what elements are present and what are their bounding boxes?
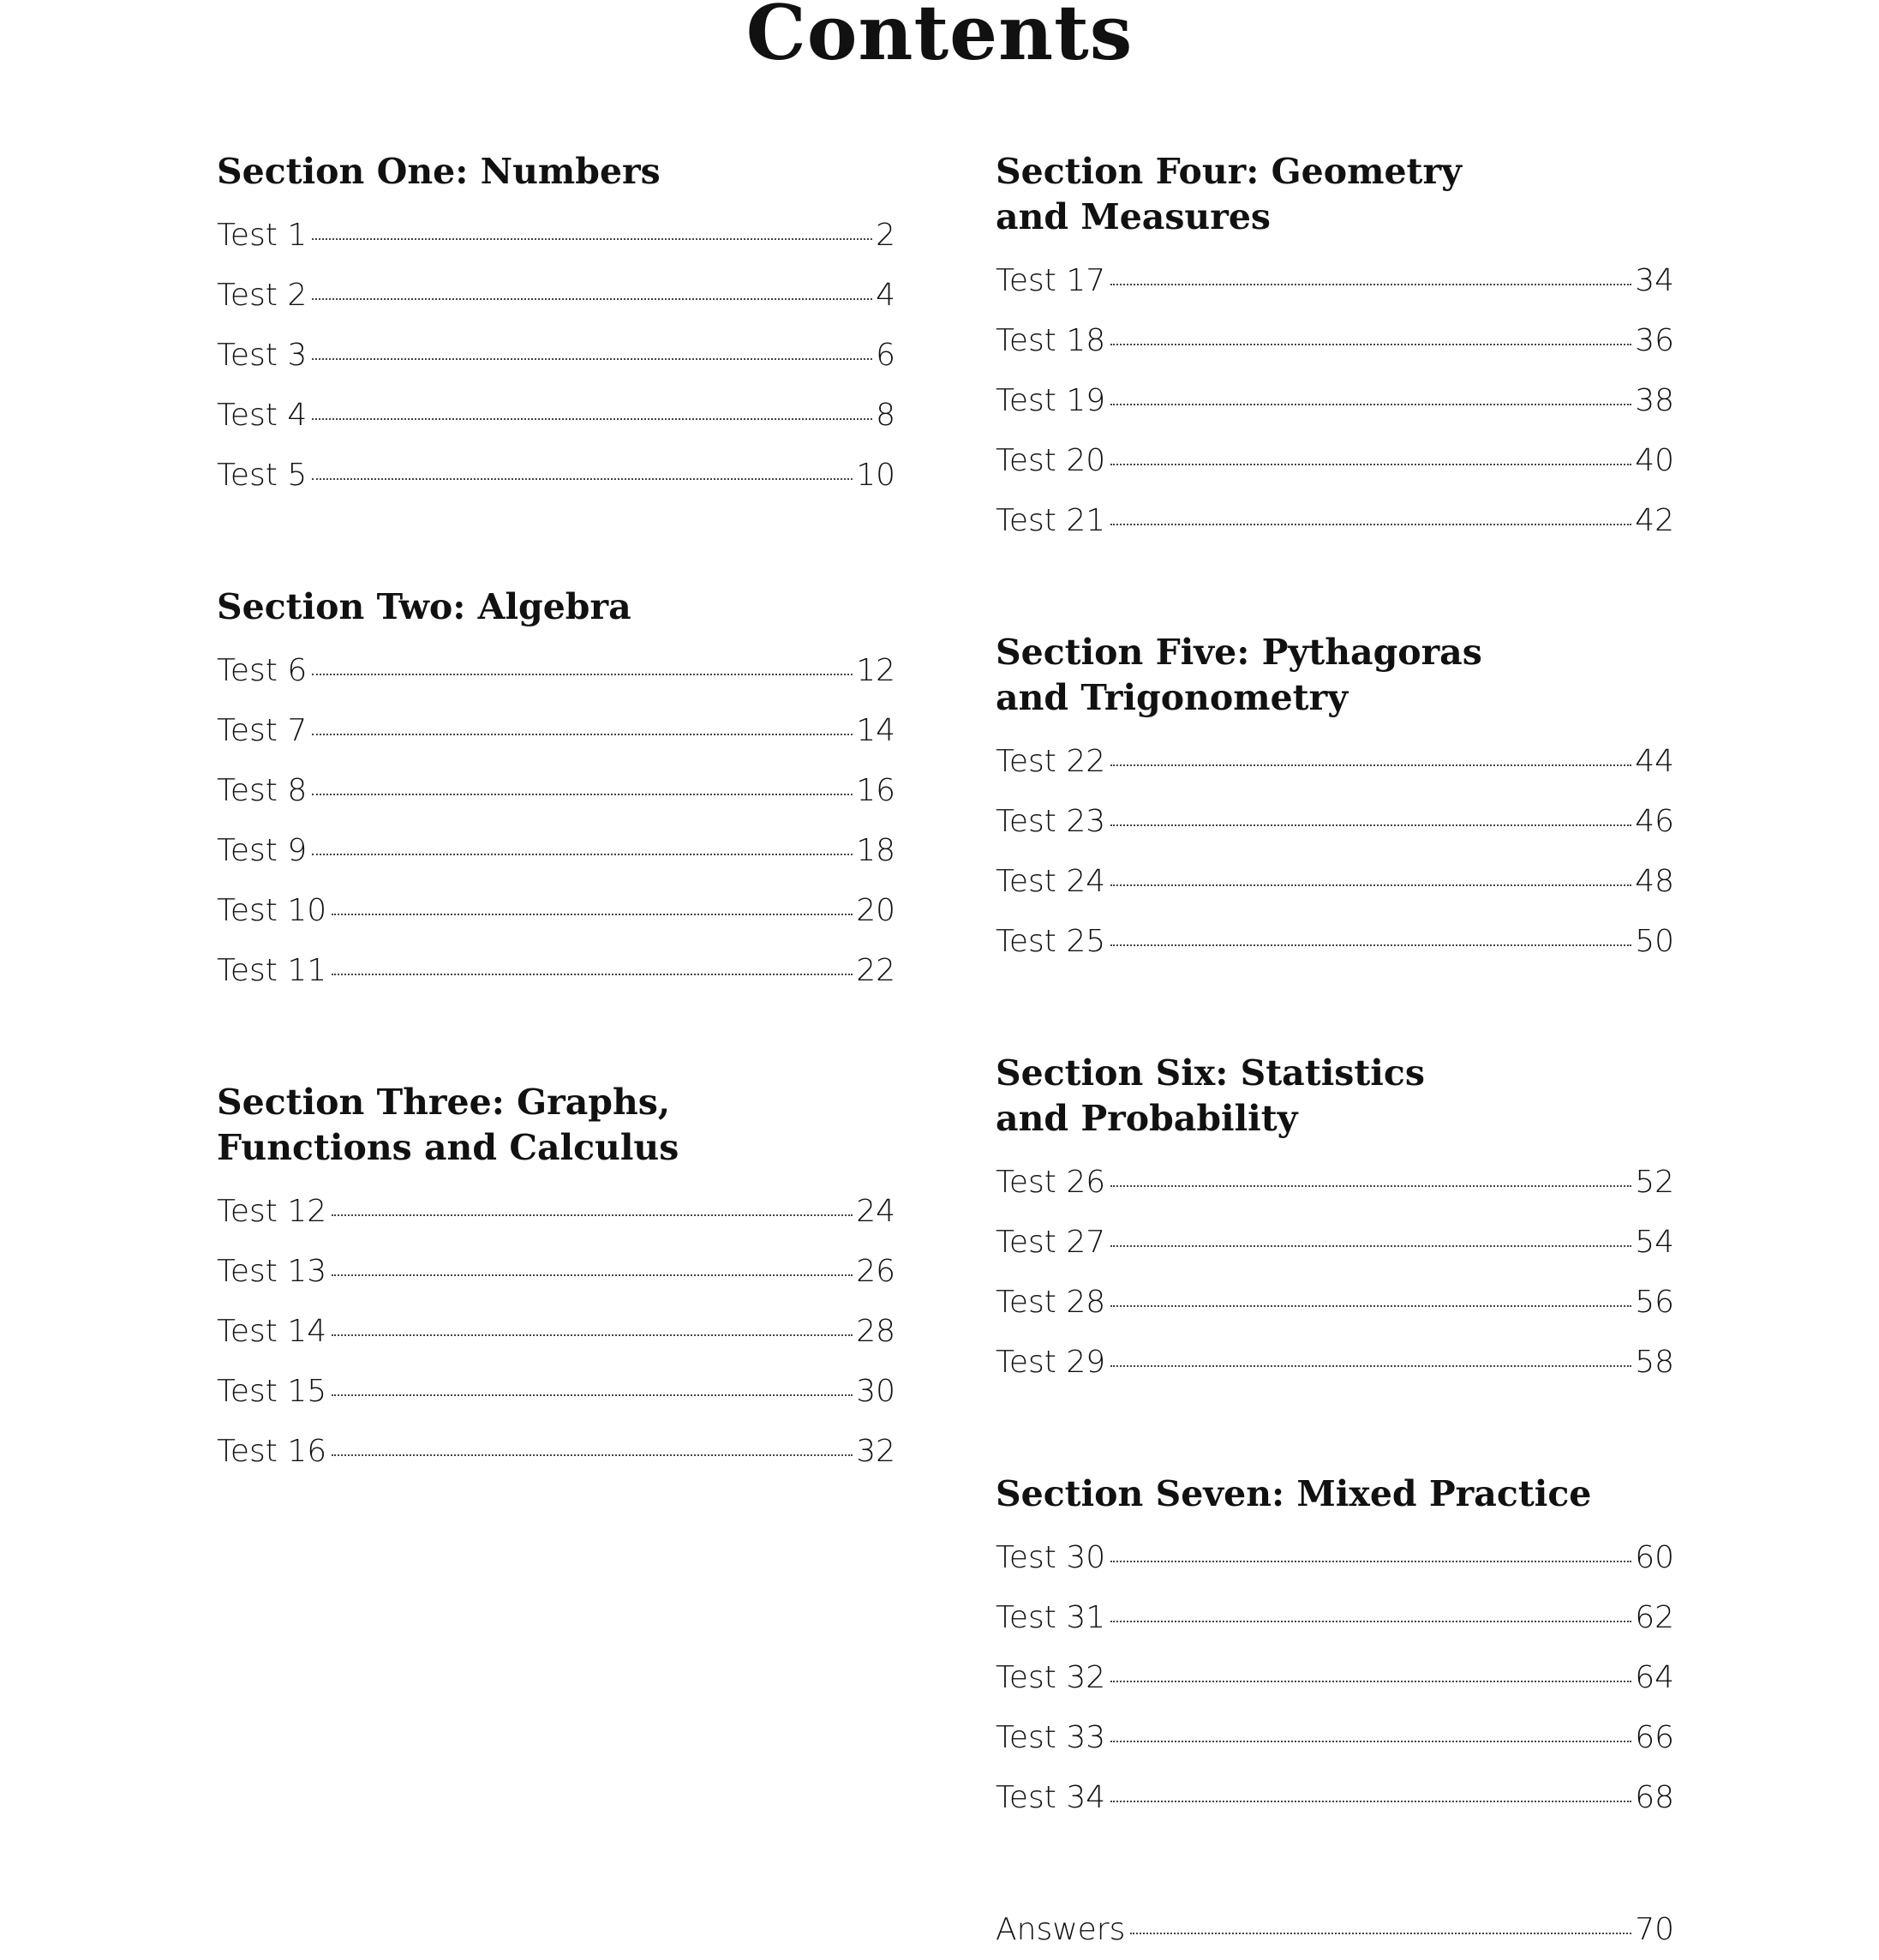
toc-entry[interactable] <box>217 1302 895 1362</box>
toc-entry-label: Test 17 <box>996 263 1106 298</box>
toc-entry-page: 10 <box>856 458 895 493</box>
toc-entry-page: 36 <box>1635 323 1674 358</box>
toc-entry[interactable] <box>996 1213 1674 1273</box>
toc-entry-page: 68 <box>1635 1780 1674 1815</box>
dot-leader <box>312 794 853 795</box>
section-heading: Section One: Numbers <box>217 151 661 192</box>
toc-entry-page: 52 <box>1635 1165 1674 1200</box>
dot-leader <box>1110 884 1631 886</box>
toc-entry-page: 18 <box>856 833 895 868</box>
toc-entry-label: Test 10 <box>217 893 327 928</box>
dot-leader <box>1110 764 1631 766</box>
toc-entry-page: 16 <box>856 773 895 808</box>
toc-entry-label: Test 30 <box>996 1540 1106 1575</box>
toc-entry-label: Test 23 <box>996 804 1106 839</box>
right-column <box>996 149 1674 1960</box>
toc-entry-page: 28 <box>856 1314 895 1349</box>
toc-entry-page: 50 <box>1635 924 1674 959</box>
section-one <box>217 149 895 506</box>
toc-entry-page: 60 <box>1635 1540 1674 1575</box>
toc-entry[interactable] <box>996 311 1674 371</box>
section-heading: Section Three: Graphs, Functions and Calculus <box>217 1082 679 1168</box>
dot-leader <box>1110 1621 1631 1622</box>
toc-entry-page: 12 <box>856 653 895 688</box>
toc-entry-label: Test 19 <box>996 383 1106 418</box>
section-six <box>996 1051 1674 1393</box>
toc-entry-label: Test 21 <box>996 503 1106 538</box>
toc-entry-page: 62 <box>1635 1600 1674 1635</box>
section-heading: Section Seven: Mixed Practice <box>996 1473 1592 1514</box>
section-heading: Section Six: Statistics and Probability <box>996 1052 1425 1139</box>
toc-entry[interactable] <box>217 266 895 326</box>
toc-entry-page: 42 <box>1635 503 1674 538</box>
toc-entry[interactable] <box>996 1333 1674 1393</box>
dot-leader <box>1110 824 1631 826</box>
toc-entry[interactable] <box>217 881 895 941</box>
toc-entry-page: 32 <box>856 1434 895 1469</box>
toc-entry-label: Test 14 <box>217 1314 327 1349</box>
dot-leader <box>332 1274 853 1276</box>
dot-leader <box>312 734 853 735</box>
toc-entry-label: Test 33 <box>996 1720 1106 1755</box>
dot-leader <box>1110 1741 1631 1742</box>
toc-entry-page: 56 <box>1635 1285 1674 1320</box>
toc-entry-label: Test 8 <box>217 773 308 808</box>
section-five <box>996 630 1674 972</box>
toc-entry[interactable] <box>217 206 895 266</box>
toc-entry[interactable] <box>996 431 1674 491</box>
toc-entry[interactable] <box>996 1708 1674 1768</box>
toc-entry[interactable] <box>217 701 895 761</box>
toc-entry-page: 66 <box>1635 1720 1674 1755</box>
toc-entry[interactable] <box>217 1422 895 1482</box>
toc-entry-label: Test 24 <box>996 864 1106 899</box>
toc-entry-page: 38 <box>1635 383 1674 418</box>
toc-entry-label: Test 7 <box>217 713 308 748</box>
toc-entry[interactable] <box>996 1768 1674 1828</box>
toc-entry-label: Test 13 <box>217 1254 327 1289</box>
toc-entry-label: Test 3 <box>217 338 308 373</box>
toc-entry-page: 20 <box>856 893 895 928</box>
dot-leader <box>332 1454 853 1456</box>
toc-entry[interactable] <box>996 1153 1674 1213</box>
toc-entry-label: Test 9 <box>217 833 308 868</box>
dot-leader <box>1110 944 1631 946</box>
toc-entry[interactable] <box>996 1528 1674 1588</box>
toc-entry-label: Test 20 <box>996 443 1106 478</box>
toc-entry-label: Test 16 <box>217 1434 327 1469</box>
toc-entry-label: Test 12 <box>217 1194 327 1229</box>
toc-entry[interactable] <box>996 251 1674 311</box>
section-two <box>217 584 895 1001</box>
toc-entry-label: Test 4 <box>217 398 308 433</box>
dot-leader <box>1110 284 1631 285</box>
toc-entry[interactable] <box>217 761 895 821</box>
toc-entry-page: 64 <box>1635 1660 1674 1695</box>
toc-entry-page: 58 <box>1635 1345 1674 1380</box>
dot-leader <box>1110 404 1631 405</box>
dot-leader <box>332 914 853 915</box>
toc-entry[interactable] <box>217 1182 895 1242</box>
toc-entry-page: 30 <box>856 1374 895 1409</box>
toc-entry-page: 6 <box>876 338 895 373</box>
dot-leader <box>332 1214 853 1216</box>
dot-leader <box>332 974 853 975</box>
dot-leader <box>312 298 872 300</box>
dot-leader <box>1110 1681 1631 1682</box>
toc-entry[interactable] <box>217 326 895 386</box>
toc-entry-label: Test 1 <box>217 218 308 253</box>
toc-entry[interactable] <box>996 792 1674 852</box>
toc-entry[interactable] <box>996 1648 1674 1708</box>
toc-entry-page: 14 <box>856 713 895 748</box>
toc-entry-label: Test 15 <box>217 1374 327 1409</box>
toc-entry-page: 48 <box>1635 864 1674 899</box>
toc-entry[interactable] <box>996 1273 1674 1333</box>
dot-leader <box>1110 1561 1631 1562</box>
dot-leader <box>312 854 853 855</box>
section-three <box>217 1080 895 1482</box>
dot-leader <box>332 1334 853 1336</box>
toc-entry[interactable] <box>996 491 1674 551</box>
dot-leader <box>312 418 872 420</box>
toc-entry-label: Test 26 <box>996 1165 1106 1200</box>
toc-entry-page: 54 <box>1635 1225 1674 1260</box>
toc-entry-label: Test 34 <box>996 1780 1106 1815</box>
toc-entry-label: Test 22 <box>996 744 1106 779</box>
answers-page: 70 <box>1635 1912 1674 1947</box>
section-heading: Section Five: Pythagoras and Trigonometry <box>996 632 1482 718</box>
dot-leader <box>1110 1365 1631 1367</box>
toc-entry-page: 2 <box>876 218 895 253</box>
toc-entry-page: 44 <box>1635 744 1674 779</box>
toc-entry-label: Test 31 <box>996 1600 1106 1635</box>
toc-entry[interactable] <box>996 912 1674 972</box>
section-seven <box>996 1471 1674 1828</box>
left-column <box>217 149 895 1482</box>
toc-entry-label: Test 32 <box>996 1660 1106 1695</box>
toc-entry[interactable] <box>996 732 1674 792</box>
toc-entry-label: Test 27 <box>996 1225 1106 1260</box>
dot-leader <box>312 478 853 480</box>
toc-entry-page: 8 <box>876 398 895 433</box>
toc-entry[interactable] <box>217 1242 895 1302</box>
toc-entry-label: Test 11 <box>217 953 327 988</box>
dot-leader <box>1110 1185 1631 1187</box>
toc-entry-label: Test 6 <box>217 653 308 688</box>
dot-leader <box>1130 1933 1631 1934</box>
toc-entry-page: 22 <box>856 953 895 988</box>
answers-label: Answers <box>996 1912 1126 1947</box>
toc-entry-page: 24 <box>856 1194 895 1229</box>
toc-entry-page: 26 <box>856 1254 895 1289</box>
dot-leader <box>1110 1245 1631 1247</box>
toc-entry-label: Test 2 <box>217 278 308 313</box>
dot-leader <box>312 358 872 360</box>
dot-leader <box>1110 344 1631 345</box>
toc-entry[interactable] <box>217 821 895 881</box>
toc-entry[interactable] <box>217 641 895 701</box>
toc-entry-label: Test 18 <box>996 323 1106 358</box>
dot-leader <box>332 1394 853 1396</box>
toc-entry[interactable] <box>217 1362 895 1422</box>
section-heading: Section Two: Algebra <box>217 586 631 627</box>
toc-entry[interactable] <box>217 446 895 506</box>
dot-leader <box>1110 1801 1631 1802</box>
dot-leader <box>312 674 853 675</box>
toc-entry-label: Test 28 <box>996 1285 1106 1320</box>
toc-entry[interactable] <box>217 386 895 446</box>
toc-entry-page: 40 <box>1635 443 1674 478</box>
dot-leader <box>1110 1305 1631 1307</box>
dot-leader <box>1110 464 1631 465</box>
section-heading: Section Four: Geometry and Measures <box>996 151 1462 237</box>
section-four <box>996 149 1674 551</box>
dot-leader <box>312 238 872 240</box>
dot-leader <box>1110 524 1631 525</box>
answers-entry[interactable] <box>996 1900 1674 1960</box>
toc-entry-page: 34 <box>1635 263 1674 298</box>
toc-entry[interactable] <box>996 371 1674 431</box>
page-title: Contents <box>745 0 1134 77</box>
toc-entry[interactable] <box>217 941 895 1001</box>
toc-entry[interactable] <box>996 852 1674 912</box>
toc-entry-label: Test 25 <box>996 924 1106 959</box>
toc-entry-page: 46 <box>1635 804 1674 839</box>
toc-entry[interactable] <box>996 1588 1674 1648</box>
toc-entry-page: 4 <box>876 278 895 313</box>
toc-entry-label: Test 29 <box>996 1345 1106 1380</box>
toc-entry-label: Test 5 <box>217 458 308 493</box>
